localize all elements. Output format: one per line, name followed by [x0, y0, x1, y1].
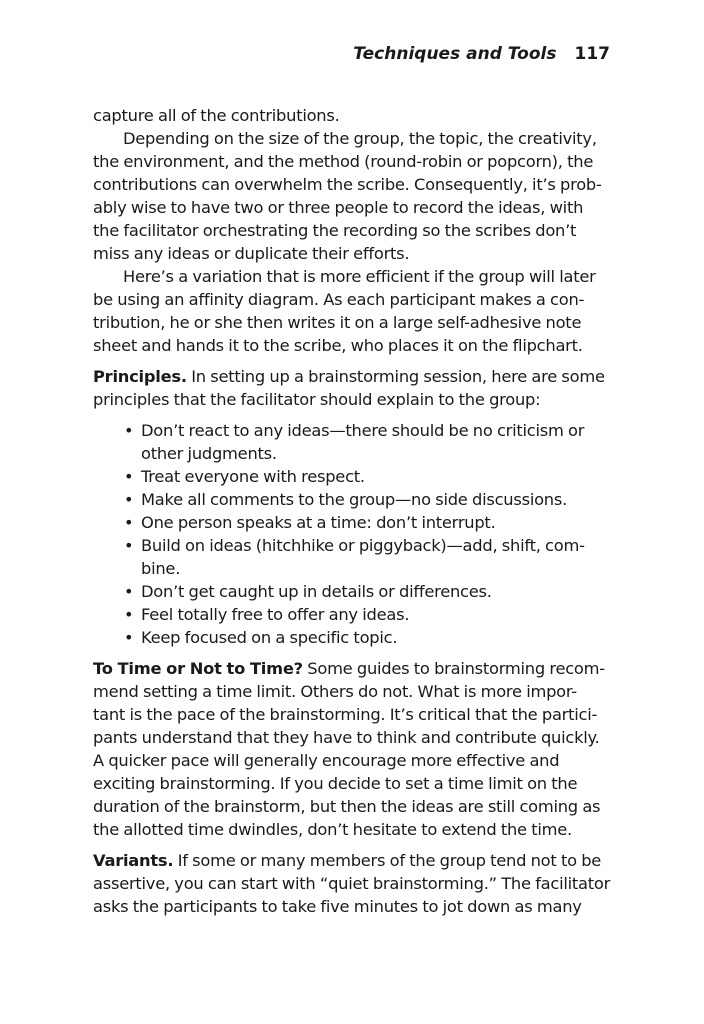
principle-item: [93, 626, 613, 649]
bullet-icon: •: [124, 421, 134, 440]
principle-item: [93, 534, 613, 557]
principle-text: Don’t react to any ideas—there should be no criticism or: [141, 421, 585, 440]
principle-text: One person speaks at a time: don’t interrupt.: [141, 513, 496, 532]
principle-item: [93, 465, 613, 488]
text-line: capture all of the contributions.: [93, 106, 340, 125]
text-line: ably wise to have two or three people to record the ideas, with: [93, 198, 584, 217]
text-line: contributions can overwhelm the scribe. Consequently, it’s prob-: [93, 175, 602, 194]
page-number: 117: [574, 44, 610, 64]
text-line: tribution, he or she then writes it on a large self-adhesive note: [93, 313, 582, 332]
text-line: miss any ideas or duplicate their efforts.: [93, 244, 410, 263]
text-line: be using an affinity diagram. As each participant makes a con-: [93, 290, 585, 309]
bullet-icon: •: [124, 605, 134, 624]
principle-text: Keep focused on a specific topic.: [141, 628, 398, 647]
text-line: principles that the facilitator should explain to the group:: [93, 390, 541, 409]
principle-text: Build on ideas (hitchhike or piggyback)—add, shift, com-: [141, 536, 585, 555]
text-line: duration of the brainstorm, but then the ideas are still coming as: [93, 797, 601, 816]
text-line: the environment, and the method (round-robin or popcorn), the: [93, 152, 594, 171]
text-run: Some guides to brainstorming recom-: [302, 659, 605, 678]
principles-heading: Principles.: [93, 367, 187, 386]
variants-heading: Variants.: [93, 851, 174, 870]
principle-item: [93, 603, 613, 626]
text-line: the facilitator orchestrating the recording so the scribes don’t: [93, 221, 577, 240]
text-line: asks the participants to take five minutes to jot down as many: [93, 897, 582, 916]
page-body: [93, 104, 613, 918]
text-line: Depending on the size of the group, the topic, the creativity,: [123, 129, 597, 148]
text-line: pants understand that they have to think and contribute quickly.: [93, 728, 600, 747]
variants-intro: [93, 849, 613, 872]
principle-item: [93, 511, 613, 534]
text-line: Here’s a variation that is more efficient if the group will later: [123, 267, 596, 286]
chapter-title: Techniques and Tools: [353, 44, 557, 64]
principle-item: [93, 488, 613, 511]
principle-text: Feel totally free to offer any ideas.: [141, 605, 410, 624]
bullet-icon: •: [124, 490, 134, 509]
principle-text: Treat everyone with respect.: [141, 467, 365, 486]
principle-text-continued: bine.: [141, 559, 181, 578]
principle-item: [93, 419, 613, 442]
bullet-icon: •: [124, 582, 134, 601]
principle-text: Don’t get caught up in details or differences.: [141, 582, 492, 601]
principle-text-continued: other judgments.: [141, 444, 277, 463]
time-heading: To Time or Not to Time?: [93, 659, 303, 678]
principle-item: [93, 580, 613, 603]
text-line: mend setting a time limit. Others do not. What is more impor-: [93, 682, 577, 701]
text-line: assertive, you can start with “quiet brainstorming.” The facilitator: [93, 874, 611, 893]
text-line: A quicker pace will generally encourage more effective and: [93, 751, 560, 770]
text-run: In setting up a brainstorming session, here are some: [186, 367, 605, 386]
text-run: If some or many members of the group tend not to be: [173, 851, 602, 870]
time-intro: [93, 657, 613, 680]
text-line: the allotted time dwindles, don’t hesitate to extend the time.: [93, 820, 572, 839]
bullet-icon: •: [124, 467, 134, 486]
text-line: tant is the pace of the brainstorming. It’s critical that the partici-: [93, 705, 598, 724]
bullet-icon: •: [124, 513, 134, 532]
text-line: exciting brainstorming. If you decide to set a time limit on the: [93, 774, 578, 793]
principle-text: Make all comments to the group—no side discussions.: [141, 490, 568, 509]
principles-intro: [93, 365, 613, 388]
running-header: [353, 44, 610, 64]
bullet-icon: •: [124, 536, 134, 555]
bullet-icon: •: [124, 628, 134, 647]
text-line: sheet and hands it to the scribe, who places it on the flipchart.: [93, 336, 583, 355]
